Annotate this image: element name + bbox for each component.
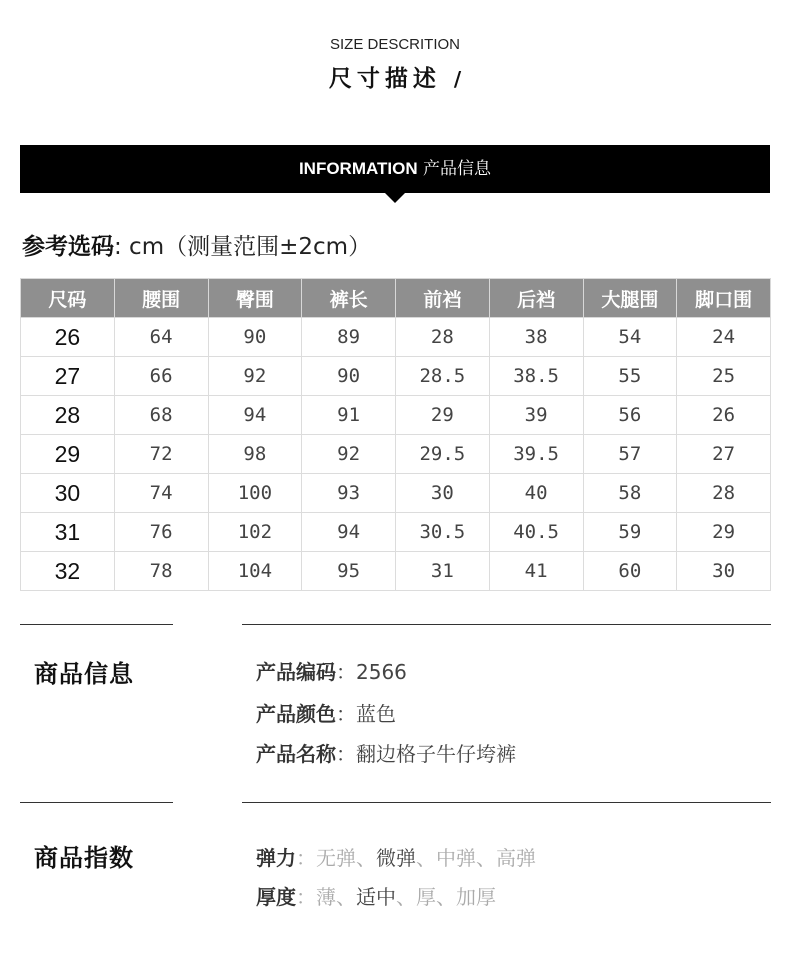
product-color-key: 产品颜色 [256,702,336,726]
table-row [21,435,771,474]
thickness-separator: 、 [436,885,456,909]
measure-cell: 100 [208,474,302,513]
header-cell-back-rise: 后裆 [489,279,583,318]
thickness-option: 厚 [416,885,436,909]
divider-right-1 [242,624,771,625]
size-cell: 31 [21,513,115,552]
size-cell: 29 [21,435,115,474]
measure-cell: 76 [114,513,208,552]
product-index-title: 商品指数 [34,844,134,872]
header-cell-hip: 臀围 [208,279,302,318]
measure-cell: 56 [583,396,677,435]
measure-cell: 57 [583,435,677,474]
measure-cell: 40 [489,474,583,513]
size-cell: 28 [21,396,115,435]
reference-label: 参考选码 [22,234,114,260]
product-info-title: 商品信息 [34,660,134,688]
measure-cell: 40.5 [489,513,583,552]
measure-cell: 104 [208,552,302,591]
measure-cell: 91 [302,396,396,435]
header-cell-length: 裤长 [302,279,396,318]
size-cell: 27 [21,357,115,396]
product-code-row [256,656,407,685]
product-color-sep: ： [336,702,356,726]
header-title-cn [0,60,790,93]
measure-cell: 64 [114,318,208,357]
size-cell: 30 [21,474,115,513]
product-code-value: 2566 [356,660,407,684]
measure-cell: 55 [583,357,677,396]
divider-right-2 [242,802,771,803]
measure-cell: 93 [302,474,396,513]
product-color-value: 蓝色 [356,702,396,726]
measure-cell: 66 [114,357,208,396]
measure-cell: 24 [677,318,771,357]
product-name-sep: ： [336,742,356,766]
divider-left-2 [20,802,173,803]
measure-cell: 60 [583,552,677,591]
thickness-sep: ： [296,885,316,909]
measure-cell: 28 [677,474,771,513]
banner-cn: 产品信息 [423,159,492,179]
elasticity-sep: ： [296,846,316,870]
measure-cell: 39 [489,396,583,435]
banner-arrow [385,193,405,203]
elasticity-option: 中弹 [436,846,476,870]
table-row [21,318,771,357]
measure-cell: 92 [208,357,302,396]
information-banner [20,145,770,193]
measure-cell: 90 [208,318,302,357]
product-code-sep: ： [336,660,356,684]
table-row [21,357,771,396]
measure-cell: 38.5 [489,357,583,396]
measure-cell: 74 [114,474,208,513]
thickness-key: 厚度 [256,885,296,909]
measure-cell: 26 [677,396,771,435]
thickness-separator: 、 [336,885,356,909]
elasticity-separator: 、 [416,846,436,870]
header-cell-size: 尺码 [21,279,115,318]
header-cell-thigh: 大腿围 [583,279,677,318]
reference-unit: : cm [114,234,165,260]
measure-cell: 59 [583,513,677,552]
measure-cell: 41 [489,552,583,591]
elasticity-separator: 、 [476,846,496,870]
measure-cell: 92 [302,435,396,474]
table-row [21,552,771,591]
table-row [21,396,771,435]
measure-cell: 78 [114,552,208,591]
product-code-key: 产品编码 [256,660,336,684]
measure-cell: 25 [677,357,771,396]
measure-cell: 98 [208,435,302,474]
reference-note: （测量范围±2cm） [164,234,372,260]
divider-left-1 [20,624,173,625]
header-cell-front-rise: 前裆 [396,279,490,318]
elasticity-row [256,842,536,871]
size-table [20,278,771,591]
header-slash: / [453,67,462,91]
table-row [21,513,771,552]
product-color-row [256,698,396,727]
measure-cell: 94 [208,396,302,435]
thickness-option: 适中 [356,885,396,909]
elasticity-separator: 、 [356,846,376,870]
thickness-separator: 、 [396,885,416,909]
measure-cell: 29 [677,513,771,552]
measure-cell: 38 [489,318,583,357]
product-name-row [256,738,516,767]
product-name-value: 翻边格子牛仔垮裤 [356,742,516,766]
measure-cell: 72 [114,435,208,474]
measure-cell: 89 [302,318,396,357]
elasticity-option: 无弹 [316,846,356,870]
size-cell: 26 [21,318,115,357]
size-cell: 32 [21,552,115,591]
measure-cell: 27 [677,435,771,474]
measure-cell: 29 [396,396,490,435]
table-row [21,474,771,513]
elasticity-key: 弹力 [256,846,296,870]
measure-cell: 28.5 [396,357,490,396]
measure-cell: 30.5 [396,513,490,552]
measure-cell: 30 [396,474,490,513]
measure-cell: 68 [114,396,208,435]
measure-cell: 30 [677,552,771,591]
measure-cell: 102 [208,513,302,552]
thickness-option: 加厚 [456,885,496,909]
measure-cell: 90 [302,357,396,396]
measure-cell: 58 [583,474,677,513]
measure-cell: 29.5 [396,435,490,474]
measure-cell: 94 [302,513,396,552]
product-name-key: 产品名称 [256,742,336,766]
size-table-header-row [21,279,771,318]
reference-line [22,228,371,261]
measure-cell: 31 [396,552,490,591]
measure-cell: 39.5 [489,435,583,474]
header-cell-waist: 腰围 [114,279,208,318]
thickness-row [256,881,496,910]
elasticity-option: 微弹 [376,846,416,870]
banner-en: INFORMATION [298,159,418,178]
header-title-en: SIZE DESCRITION [329,36,460,53]
elasticity-option: 高弹 [496,846,536,870]
header-title-cn-text: 尺寸描述 [328,66,441,92]
measure-cell: 28 [396,318,490,357]
header-cell-leg-opening: 脚口围 [677,279,771,318]
measure-cell: 54 [583,318,677,357]
measure-cell: 95 [302,552,396,591]
thickness-option: 薄 [316,885,336,909]
